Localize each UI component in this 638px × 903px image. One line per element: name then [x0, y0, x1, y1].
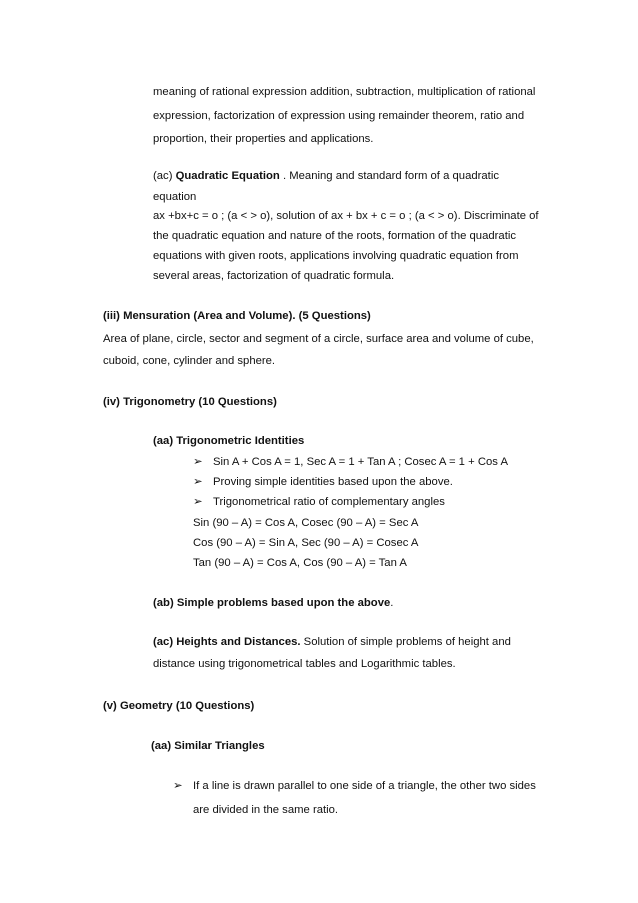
trig-bullet-3: [193, 497, 445, 508]
geometry-bullet-1-text: If a line is drawn parallel to one side of a triangle, the other two sides: [193, 780, 536, 792]
quadratic-line-2: equation: [153, 191, 197, 203]
trig-ac-title: (ac) Heights and Distances.: [153, 636, 301, 648]
trig-bullet-2-text: Proving simple identities based upon the above.: [213, 476, 453, 488]
geometry-bullet-1: [173, 781, 536, 792]
rational-line-1: meaning of rational expression addition, subtraction, multiplication of rational: [153, 86, 536, 98]
quadratic-line-4: the quadratic equation and nature of the roots, formation of the quadratic: [153, 230, 516, 242]
arrow-bullet-icon: ➢: [173, 780, 183, 792]
quadratic-lead: . Meaning and standard form of a quadratic: [279, 170, 499, 182]
geometry-aa-title: (aa) Similar Triangles: [151, 740, 265, 752]
trig-ac-line-2: distance using trigonometrical tables and Logarithmic tables.: [153, 658, 456, 670]
arrow-bullet-icon: ➢: [193, 476, 203, 488]
arrow-bullet-icon: ➢: [193, 456, 203, 468]
rational-line-3: proportion, their properties and applications.: [153, 133, 374, 145]
quadratic-prefix: (ac): [153, 170, 176, 182]
trigonometry-heading: (iv) Trigonometry (10 Questions): [103, 396, 277, 408]
mensuration-heading: (iii) Mensuration (Area and Volume). (5 Questions): [103, 310, 371, 322]
trig-ab-period: .: [390, 597, 394, 609]
trig-ac-line: [153, 637, 511, 648]
trig-ab-line: [153, 598, 393, 609]
mensuration-line-1: Area of plane, circle, sector and segment of a circle, surface area and volume of cube,: [103, 333, 534, 345]
arrow-bullet-icon: ➢: [193, 496, 203, 508]
trig-ratio-line-2: Cos (90 – A) = Sin A, Sec (90 – A) = Cosec A: [193, 537, 419, 549]
trig-bullet-1-text: Sin A + Cos A = 1, Sec A = 1 + Tan A ; Cosec A = 1 + Cos A: [213, 456, 508, 468]
trig-ab-title: (ab) Simple problems based upon the above: [153, 597, 391, 609]
rational-line-2: expression, factorization of expression using remainder theorem, ratio and: [153, 110, 525, 122]
trig-identities-title: (aa) Trigonometric Identities: [153, 435, 305, 447]
trig-ratio-line-1: Sin (90 – A) = Cos A, Cosec (90 – A) = Sec A: [193, 517, 419, 529]
quadratic-line-5: equations with given roots, applications involving quadratic equation from: [153, 250, 519, 262]
geometry-heading: (v) Geometry (10 Questions): [103, 700, 255, 712]
geometry-bullet-1-line-2: are divided in the same ratio.: [193, 804, 339, 816]
trig-bullet-2: [193, 477, 453, 488]
trig-bullet-3-text: Trigonometrical ratio of complementary angles: [213, 496, 445, 508]
quadratic-line-6: several areas, factorization of quadratic formula.: [153, 270, 395, 282]
trig-bullet-1: [193, 457, 508, 468]
trig-ac-lead: Solution of simple problems of height and: [300, 636, 511, 648]
quadratic-heading-line: [153, 171, 499, 182]
mensuration-line-2: cuboid, cone, cylinder and sphere.: [103, 355, 276, 367]
trig-ratio-line-3: Tan (90 – A) = Cos A, Cos (90 – A) = Tan A: [193, 557, 407, 569]
quadratic-line-3: ax +bx+c = o ; (a < > o), solution of ax + bx + c = o ; (a < > o). Discriminate of: [153, 210, 539, 222]
quadratic-title: Quadratic Equation: [175, 170, 280, 182]
